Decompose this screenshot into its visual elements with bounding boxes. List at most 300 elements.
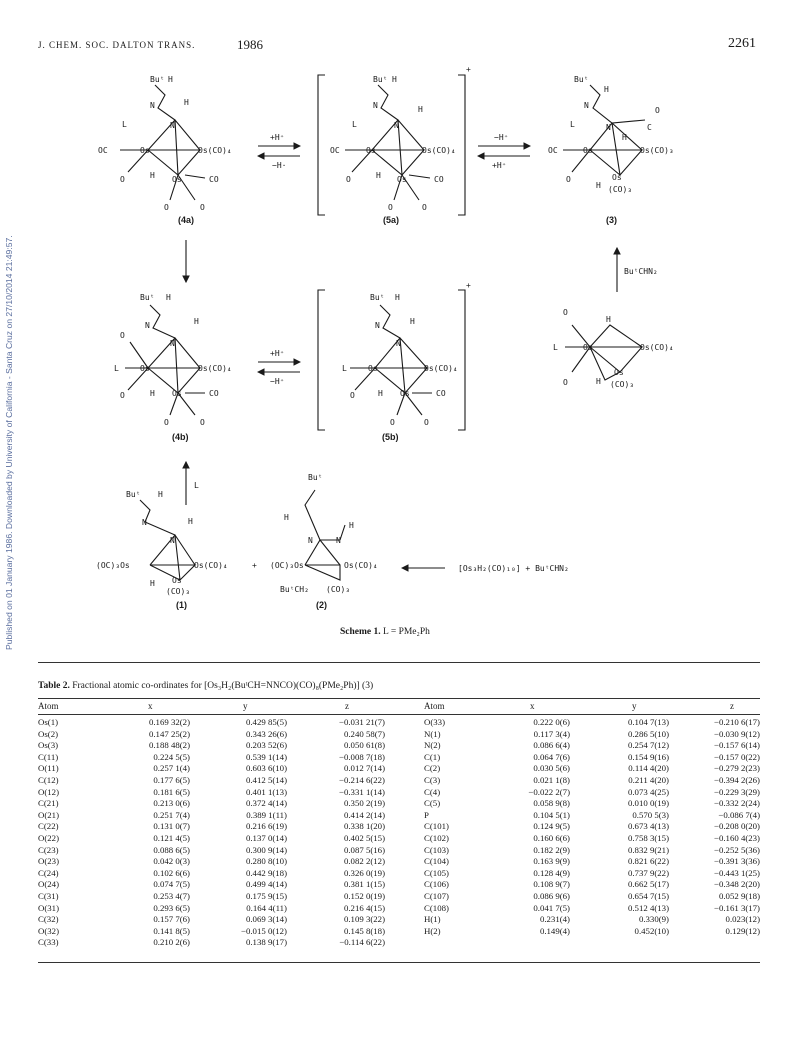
atom-cell: C(31) [38,890,59,901]
journal-header: J. CHEM. SOC. DALTON TRANS. [38,40,196,50]
scheme-atom-label: Os [583,343,593,352]
coordinate-cell: 0.086 9(6) [533,890,570,901]
scheme-atom-label: N [170,121,175,130]
header-x: x [148,701,153,711]
coordinate-cell: 0.064 7(6) [533,751,570,762]
atom-cell: C(103) [424,844,449,855]
coordinate-cell: −0.391 3(36) [713,856,760,867]
scheme-atom-label: BuᵗCHN₂ [624,267,658,276]
coordinate-cell: 0.121 4(5) [153,832,190,843]
coordinate-cell: −0.160 4(23) [713,832,760,843]
coordinate-cell: 0.069 3(14) [245,914,287,925]
coordinate-cell: 0.257 1(4) [153,763,190,774]
scheme-atom-label: H [622,133,627,142]
scheme-atom-label: O [563,378,568,387]
scheme-atom-label: Os [612,173,622,182]
scheme-atom-label: O [390,418,395,427]
scheme-atom-label: N [584,101,589,110]
coordinate-cell: 0.181 6(5) [153,786,190,797]
scheme-atom-label: Buᵗ [140,293,155,302]
coordinate-cell: 0.300 9(14) [245,844,287,855]
journal-year: 1986 [237,37,263,52]
header-y: y [632,701,637,711]
atom-cell: O(32) [38,925,60,936]
coordinate-cell: 0.452(10) [634,925,669,936]
scheme-atom-label: CO [209,389,219,398]
scheme-atom-label: C [647,123,652,132]
coordinate-cell: 0.108 9(7) [533,879,570,890]
scheme-atom-label: H [376,171,381,180]
coordinate-cell: 0.224 5(5) [153,751,190,762]
atom-cell: O(33) [424,717,446,727]
scheme-atom-label: Os [172,576,182,585]
left-atom-column [38,717,98,949]
coordinate-cell: 0.254 7(12) [627,740,669,751]
compound-label-4b: (4b) [172,432,189,442]
scheme-atom-label: H [606,315,611,324]
coordinate-cell: 0.381 1(15) [343,879,385,890]
scheme-atom-label: (OC)₃Os [270,561,304,570]
coordinate-cell: 0.372 4(14) [245,798,287,809]
scheme-atom-label: N [142,518,147,527]
scheme-atom-label: Os(CO)₄ [424,364,458,373]
coordinate-cell: −0.332 2(24) [713,798,760,809]
header-z: z [730,701,734,711]
coordinate-cell: 0.154 9(16) [627,751,669,762]
compound-label-4a: (4a) [178,215,195,225]
scheme-atom-label: OC [548,146,558,155]
table-header-rule [38,714,760,715]
scheme-atom-label: −H· [272,161,287,170]
coordinate-cell: 0.021 1(8) [533,774,570,785]
scheme-caption [340,627,430,637]
scheme-atom-label: (CO)₃ [610,380,635,389]
scheme-atom-label: Os(CO)₄ [198,364,232,373]
atom-cell: O(31) [38,902,60,913]
coordinate-cell: −0.443 1(25) [713,867,760,878]
atom-cell: O(24) [38,879,60,890]
coordinate-cell: 0.253 4(7) [153,890,190,901]
scheme-atom-label: H [418,105,423,114]
coordinate-cell: 0.138 9(17) [245,937,287,948]
coordinate-cell: 0.169 32(2) [148,717,190,727]
scheme-atom-label: H [596,181,601,190]
sidebar-text: Published on 01 January 1986. Downloaded by University of California - Santa Cruz on 27/10/2014 21:49:57. [4,235,14,650]
atom-cell: C(21) [38,798,59,809]
scheme-atom-label: Buᵗ [308,473,323,482]
header-y: y [243,701,248,711]
coordinate-cell: 0.109 3(22) [343,914,385,925]
scheme-atom-label: OC [330,146,340,155]
atom-cell: C(23) [38,844,59,855]
coordinate-cell: −0.210 6(17) [713,717,760,727]
coordinate-cell: 0.137 0(14) [245,832,287,843]
scheme-atom-label: O [424,418,429,427]
coordinate-cell: 0.737 9(22) [627,867,669,878]
scheme-atom-label: L [194,481,199,490]
atom-cell: Os(3) [38,740,59,751]
coordinate-cell: 0.074 7(5) [153,879,190,890]
scheme-atom-label: O [200,418,205,427]
coordinate-cell: 0.213 0(6) [153,798,190,809]
coordinate-cell: 0.429 85(5) [245,717,287,727]
scheme-atom-label: N [308,536,313,545]
scheme-atom-label: Os [368,364,378,373]
scheme-atom-label: H [150,389,155,398]
atom-cell: N(2) [424,740,441,751]
coordinate-cell: −0.279 2(23) [713,763,760,774]
atom-cell: C(102) [424,832,449,843]
coordinate-cell: 0.088 6(5) [153,844,190,855]
coordinate-cell: 0.177 6(5) [153,774,190,785]
coordinate-cell: 0.210 2(6) [153,937,190,948]
coordinate-cell: 0.343 26(6) [245,728,287,739]
scheme-atom-label: Os(CO)₄ [344,561,378,570]
left-x-column [100,717,190,949]
scheme-atom-label: + [466,65,471,74]
coordinate-cell: 0.539 1(14) [245,751,287,762]
table-top-rule [38,698,760,699]
compound-label-3: (3) [606,215,617,225]
left-y-column [195,717,287,949]
coordinate-cell: −0.008 7(18) [338,751,385,762]
scheme-atom-label: O [120,331,125,340]
atom-cell: C(101) [424,821,449,832]
scheme-atom-label: N [150,101,155,110]
scheme-atom-label: H [168,75,173,84]
scheme-atom-label: O [164,203,169,212]
coordinate-cell: 0.673 4(13) [627,821,669,832]
structure-5b [318,290,465,430]
coordinate-cell: 0.832 9(21) [627,844,669,855]
scheme-atom-label: −H⁺ [270,377,285,386]
scheme-atom-label: CO [434,175,444,184]
left-z-column [290,717,385,949]
coordinate-cell: 0.128 4(9) [533,867,570,878]
coordinate-cell: 0.293 6(5) [153,902,190,913]
coordinate-cell: 0.280 8(10) [245,856,287,867]
scheme-atom-label: OC [98,146,108,155]
coordinate-cell: −0.252 5(36) [713,844,760,855]
coordinate-cell: 0.131 0(7) [153,821,190,832]
atom-cell: C(12) [38,774,59,785]
scheme-atom-label: H [184,98,189,107]
coordinate-cell: 0.216 6(19) [245,821,287,832]
scheme-atom-label: Buᵗ [150,75,165,84]
scheme-atom-label: O [566,175,571,184]
compound-label-5b: (5b) [382,432,399,442]
coordinate-cell: 0.023(12) [725,914,760,925]
atom-cell: C(104) [424,856,449,867]
scheme-atom-label: H [150,579,155,588]
coordinate-cell: 0.512 4(13) [627,902,669,913]
scheme-atom-label: (CO)₃ [608,185,633,194]
structure-5a [318,75,465,215]
divider [38,662,760,663]
coordinate-cell: 0.010 0(19) [627,798,669,809]
scheme-atom-label: H [378,389,383,398]
scheme-atom-label: O [563,308,568,317]
atom-cell: H(2) [424,925,441,936]
atom-cell: C(11) [38,751,59,762]
coordinate-cell: 0.157 7(6) [153,914,190,925]
structure-3 [563,85,645,175]
coordinate-cell: 0.570 5(3) [632,809,669,820]
scheme-atom-label: CO [436,389,446,398]
scheme-atom-label: [Os₃H₂(CO)₁₀] + BuᵗCHN₂ [458,564,569,573]
coordinate-cell: 0.286 5(10) [627,728,669,739]
coordinate-cell: −0.161 3(17) [713,902,760,913]
atom-cell: C(4) [424,786,441,797]
scheme-atom-label: Os [400,389,410,398]
coordinate-cell: 0.654 7(15) [627,890,669,901]
right-x-column [470,717,570,937]
scheme-atom-label: Buᵗ [370,293,385,302]
scheme-atom-label: Os [583,146,593,155]
scheme-atom-label: O [655,106,660,115]
coordinate-cell: 0.163 9(9) [533,856,570,867]
header-atom: Atom [38,701,59,711]
coordinate-cell: −0.208 0(20) [713,821,760,832]
page-number: 2261 [728,36,756,51]
scheme-atom-label: Os [366,146,376,155]
atom-cell: H(1) [424,914,441,925]
coordinate-cell: 0.203 52(6) [245,740,287,751]
scheme-atom-label: N [375,321,380,330]
coordinate-cell: 0.330(9) [638,914,669,925]
coordinate-cell: −0.015 0(12) [240,925,287,936]
structure-precursor [565,325,642,380]
coordinate-cell: 0.117 3(4) [533,728,570,739]
coordinate-cell: 0.231(4) [539,914,570,925]
coordinate-cell: 0.350 2(19) [343,798,385,809]
scheme-atom-label: O [164,418,169,427]
coordinate-cell: 0.240 58(7) [343,728,385,739]
coordinate-cell: 0.338 1(20) [343,821,385,832]
scheme-atom-label: Os [172,175,182,184]
scheme-atom-label: Buᵗ [126,490,141,499]
atom-cell: C(32) [38,914,59,925]
scheme-atom-label: O [422,203,427,212]
scheme-atom-label: CO [209,175,219,184]
coordinate-cell: 0.401 1(13) [245,786,287,797]
scheme-atom-label: O [346,175,351,184]
coordinate-cell: 0.412 5(14) [245,774,287,785]
atom-cell: C(24) [38,867,59,878]
atom-cell: C(106) [424,879,449,890]
scheme-atom-label: Os [140,364,150,373]
scheme-atom-label: H [349,521,354,530]
scheme-atom-label: BuᵗCH₂ [280,585,309,594]
scheme-atom-label: O [388,203,393,212]
scheme-atom-label: (CO)₃ [166,587,191,596]
coordinate-cell: 0.216 4(15) [343,902,385,913]
coordinate-cell: −0.114 6(22) [339,937,385,948]
scheme-atom-label: Os(CO)₄ [640,343,674,352]
coordinate-cell: 0.402 5(15) [343,832,385,843]
atom-cell: C(33) [38,937,59,948]
atom-cell: O(22) [38,832,60,843]
coordinate-cell: 0.499 4(14) [245,879,287,890]
coordinate-cell: 0.050 61(8) [343,740,385,751]
coordinate-cell: 0.603 6(10) [245,763,287,774]
scheme-atom-label: N [396,339,401,348]
coordinate-cell: −0.031 21(7) [338,717,385,727]
atom-cell: Os(2) [38,728,59,739]
scheme-atom-label: N [170,536,175,545]
table-title-text: Fractional atomic co-ordinates for [Os₃H₂(BuᵗCH=NNCO)(CO)₈(PMe₂Ph)] (3) [72,681,374,691]
coordinate-cell: 0.052 9(18) [718,890,760,901]
scheme-atom-label: L [352,120,357,129]
coordinate-cell: 0.030 5(6) [533,763,570,774]
coordinate-cell: −0.157 6(14) [713,740,760,751]
scheme-atom-label: Os(CO)₄ [422,146,456,155]
coordinate-cell: 0.160 6(6) [533,832,570,843]
structure-4a [120,85,205,200]
atom-cell: C(2) [424,763,441,774]
atom-cell: P [424,809,429,820]
coordinate-cell: 0.042 0(3) [153,856,190,867]
atom-cell: C(107) [424,890,449,901]
coordinate-cell: −0.086 7(4) [718,809,760,820]
coordinate-cell: 0.058 9(8) [533,798,570,809]
coordinate-cell: 0.129(12) [725,925,760,936]
coordinate-cell: 0.251 7(4) [153,809,190,820]
coordinate-cell: 0.758 3(15) [627,832,669,843]
coordinate-cell: −0.030 9(12) [713,728,760,739]
right-z-column [668,717,760,937]
scheme-atom-label: (CO)₃ [326,585,351,594]
scheme-atom-label: N [145,321,150,330]
scheme-atom-label: L [114,364,119,373]
atom-cell: N(1) [424,728,441,739]
scheme-atom-label: O [200,203,205,212]
coordinate-cell: −0.214 6(22) [338,774,385,785]
scheme-text [96,65,674,596]
scheme-atom-label: L [342,364,347,373]
coordinate-cell: 0.104 5(1) [533,809,570,820]
coordinate-cell: 0.041 7(5) [533,902,570,913]
scheme-atom-label: L [553,343,558,352]
scheme-atom-label: +H⁺ [270,133,285,142]
coordinate-cell: 0.104 7(13) [627,717,669,727]
compound-label-2: (2) [316,600,327,610]
atom-cell: C(108) [424,902,449,913]
coordinate-cell: 0.082 2(12) [343,856,385,867]
coordinate-cell: 0.182 2(9) [533,844,570,855]
coordinate-cell: 0.086 6(4) [533,740,570,751]
coordinate-cell: 0.164 4(11) [246,902,287,913]
scheme-atom-label: L [570,120,575,129]
scheme-atom-label: + [252,561,257,570]
compound-label-1: (1) [176,600,187,610]
scheme-atom-label: H [194,317,199,326]
table-bottom-rule [38,962,760,963]
coordinate-cell: −0.229 3(29) [713,786,760,797]
coordinate-cell: 0.152 0(19) [343,890,385,901]
atom-cell: C(1) [424,751,441,762]
scheme-atom-label: H [395,293,400,302]
scheme-atom-label: N [336,536,341,545]
scheme-atom-label: −H⁺ [494,133,509,142]
scheme-atom-label: Os(CO)₃ [640,146,674,155]
coordinate-cell: 0.821 6(22) [627,856,669,867]
coordinate-cell: 0.222 0(6) [533,717,570,727]
coordinate-cell: −0.394 2(26) [713,774,760,785]
coordinate-cell: 0.414 2(14) [343,809,385,820]
coordinate-cell: 0.326 0(19) [343,867,385,878]
coordinate-cell: 0.211 4(20) [628,774,669,785]
header-atom: Atom [424,701,445,711]
scheme-atom-label: H [166,293,171,302]
scheme-atom-label: H [596,377,601,386]
caption-label: Scheme 1. [340,627,381,637]
coordinate-cell: 0.147 25(2) [148,728,190,739]
scheme-atom-label: L [122,120,127,129]
scheme-atom-label: Os(CO)₄ [198,146,232,155]
coordinate-cell: 0.145 8(18) [343,925,385,936]
coordinate-cell: 0.149(4) [539,925,570,936]
atom-cell: Os(1) [38,717,59,727]
atom-cell: C(5) [424,798,441,809]
scheme-atom-label: O [120,175,125,184]
header-z: z [345,701,349,711]
coordinate-cell: 0.175 9(15) [245,890,287,901]
scheme-atom-label: H [158,490,163,499]
caption-text: L = PMe₂Ph [383,627,430,637]
coordinate-cell: −0.331 1(14) [338,786,385,797]
structure-4b [125,305,205,415]
atom-cell: C(22) [38,821,59,832]
atom-cell: O(23) [38,856,60,867]
atom-cell: O(21) [38,809,60,820]
scheme-atom-label: +H⁺ [270,349,285,358]
coordinate-cell: 0.012 7(14) [343,763,385,774]
scheme-atom-label: N [170,339,175,348]
coordinate-cell: 0.124 9(5) [533,821,570,832]
table-title [38,681,373,691]
scheme-atom-label: H [284,513,289,522]
scheme-atom-label: Buᵗ [373,75,388,84]
scheme-atom-label: + [466,281,471,290]
scheme-atom-label: O [350,391,355,400]
atom-cell: C(3) [424,774,441,785]
right-y-column [574,717,669,937]
atom-cell: C(105) [424,867,449,878]
coordinate-cell: −0.348 2(20) [713,879,760,890]
coordinate-cell: −0.157 0(22) [713,751,760,762]
scheme-atom-label: H [392,75,397,84]
compound-label-5a: (5a) [383,215,400,225]
scheme-atom-label: H [410,317,415,326]
scheme-atom-label: N [606,123,611,132]
scheme-atom-label: Os [172,389,182,398]
coordinate-cell: 0.102 6(6) [153,867,190,878]
coordinate-cell: 0.188 48(2) [148,740,190,751]
scheme-atom-label: Os [397,175,407,184]
atom-cell: O(12) [38,786,60,797]
scheme-atom-label: O [120,391,125,400]
coordinate-cell: 0.442 9(18) [245,867,287,878]
coordinate-cell: −0.022 2(7) [528,786,570,797]
coordinate-cell: 0.073 4(25) [627,786,669,797]
scheme-atom-label: (OC)₃Os [96,561,130,570]
scheme-atom-label: H [150,171,155,180]
structure-1 [140,500,195,580]
scheme-atom-label: Buᵗ [574,75,589,84]
scheme-atom-label: H [604,85,609,94]
scheme-atom-label: Os(CO)₄ [194,561,228,570]
